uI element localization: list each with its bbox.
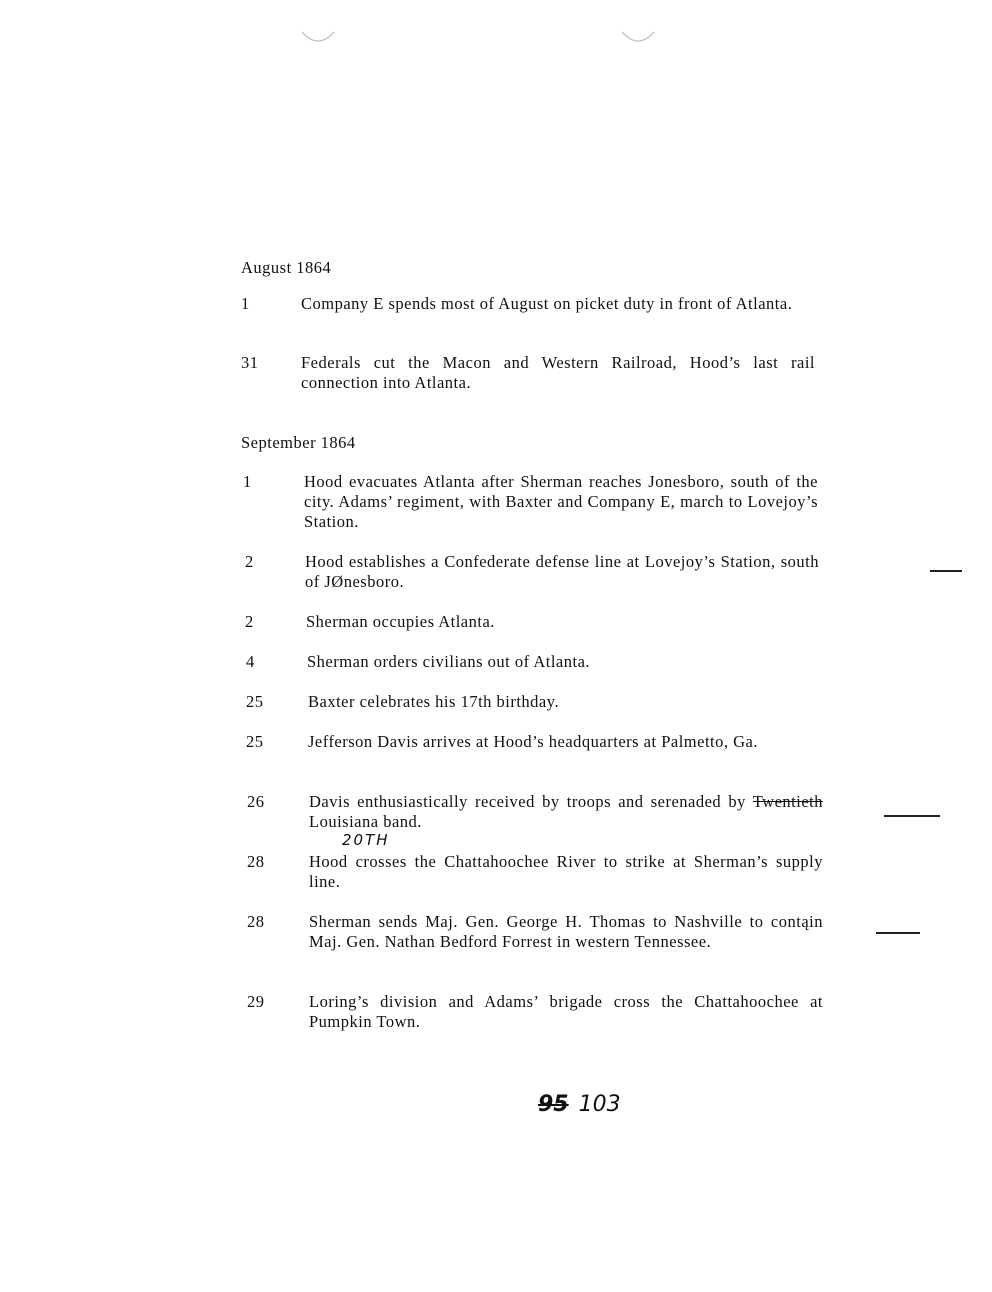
entry-text-part: Sherman sends Maj. Gen. George H. Thomas to Nashville to cont [309, 912, 802, 931]
punch-hole-left-icon [300, 26, 336, 48]
margin-mark [876, 932, 920, 934]
entry-day: 2 [245, 552, 254, 571]
entry-text-part: nesboro. [343, 572, 405, 591]
entry-text: Baxter celebrates his 17th birthday. [308, 692, 560, 711]
entry-text: Sherman orders civilians out of Atlanta. [307, 652, 591, 671]
entry-day: 31 [241, 353, 259, 372]
entry-text: Jefferson Davis arrives at Hood’s headquarters at Palmetto, Ga. [308, 732, 758, 751]
handwritten-mark: JØ [324, 572, 344, 591]
page-number-struck: 95 [538, 1092, 569, 1117]
entry-day: 28 [247, 852, 265, 871]
struck-text: Twentieth [752, 792, 823, 811]
entry-day: 4 [246, 652, 255, 671]
section-heading-august: August 1864 [241, 258, 332, 277]
entry-day: 28 [247, 912, 265, 931]
entry-day: 25 [246, 692, 264, 711]
entry-text-part: Hood establishes a Confederate defense line at Lovejoy’s Station, south of [305, 552, 819, 591]
entry-day: 26 [247, 792, 265, 811]
page-number [538, 1092, 621, 1117]
entry-text: Sherman occupies Atlanta. [306, 612, 495, 631]
entry-text: Hood evacuates Atlanta after Sherman reaches Jonesboro, south of the city. Adams’ regiment, with Baxter and Company E, march to Lovejoy’s Station. [304, 472, 818, 531]
section-heading-september: September 1864 [241, 433, 356, 452]
entry-text [305, 552, 819, 592]
entry-day: 29 [247, 992, 265, 1011]
entry-text [309, 792, 823, 832]
entry-text: Hood crosses the Chattahoochee River to strike at Sherman’s supply line. [309, 852, 823, 891]
margin-mark [930, 570, 962, 572]
entry-day: 1 [241, 294, 250, 313]
entry-day: 2 [245, 612, 254, 631]
entry-text-part: in Maj. Gen. Nathan Bedford Forrest in western Tennessee. [309, 912, 823, 951]
punch-hole-right-icon [620, 26, 656, 48]
entry-day: 25 [246, 732, 264, 751]
entry-text: Company E spends most of August on picket duty in front of Atlanta. [301, 294, 793, 313]
entry-text: Federals cut the Macon and Western Railroad, Hood’s last rail connection into Atlanta. [301, 353, 815, 392]
entry-day: 1 [243, 472, 252, 491]
entry-text-part: Davis enthusiastically received by troops and serenaded by [309, 792, 753, 811]
page-number-current: 103 [578, 1092, 621, 1117]
handwritten-mark: ą [801, 912, 810, 931]
entry-text [309, 912, 823, 952]
entry-text: Loring’s division and Adams’ brigade cross the Chattahoochee at Pumpkin Town. [309, 992, 823, 1031]
handwritten-correction: 20TH [342, 831, 390, 849]
entry-text-part: Louisiana band. [309, 812, 422, 831]
margin-mark [884, 815, 940, 817]
